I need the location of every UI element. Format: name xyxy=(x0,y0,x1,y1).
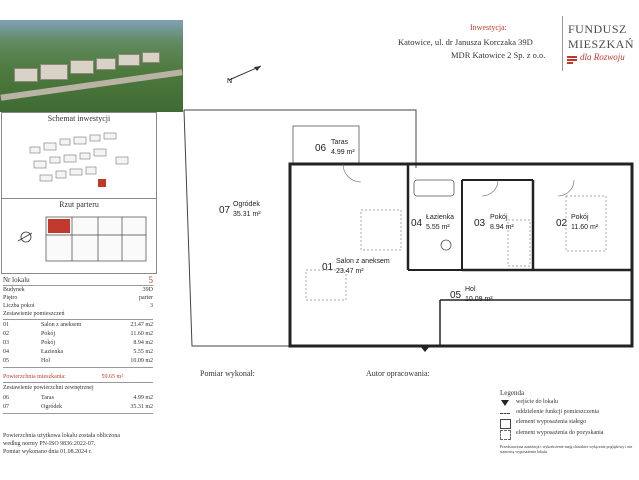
legend-note: Przedstawiona aranżacja i wykończenie mają charakter wyłącznie poglądowy i nie stanowią wyposażenia lokalu. xyxy=(500,444,633,454)
room-name: Pokój xyxy=(571,214,589,221)
room-area: 8.94 m² xyxy=(490,224,514,231)
legend-entrance: wejście do lokalu xyxy=(516,399,558,405)
building-label: Budynek xyxy=(3,287,25,293)
building-value: 39D xyxy=(142,287,153,293)
room-name: Hol xyxy=(465,286,476,293)
north-arrow-icon xyxy=(225,62,265,89)
room-number: 05 xyxy=(450,290,462,301)
scheme-map xyxy=(20,127,140,195)
author-label: Autor opracowania: xyxy=(366,369,430,378)
note-line-3: Pomiar wykonano dnia 01.08.2024 r. xyxy=(3,449,92,455)
fixed-equipment-icon xyxy=(500,419,511,429)
room-number: 04 xyxy=(411,218,423,229)
room-name: Salon z aneksem xyxy=(336,258,390,265)
rooms-section-title: Zestawienie pomieszczeń xyxy=(3,311,65,317)
ground-floor-map xyxy=(12,211,152,271)
rooms-count-label: Liczba pokoi xyxy=(3,303,35,309)
legend-optional: element wyposażenia do pozyskania xyxy=(516,430,604,436)
unit-value: 5 xyxy=(148,275,153,285)
outer-section-title: Zestawienie powierzchni zewnętrznej xyxy=(3,385,94,391)
svg-text:N: N xyxy=(227,78,233,84)
room-area: 35.31 m² xyxy=(233,211,261,218)
legend-fixed: element wyposażenia stałego xyxy=(516,419,586,425)
room-area: 5.55 m² xyxy=(426,224,450,231)
brand-mieszkan: MIESZKAŃ xyxy=(568,37,634,51)
aerial-photo xyxy=(0,20,183,112)
optional-equipment-icon xyxy=(500,430,511,440)
room-number: 06 xyxy=(315,143,327,154)
brand-dla-rozwoju: dla Rozwoju xyxy=(580,52,625,62)
room-name: Taras xyxy=(331,139,349,146)
room-number: 07 xyxy=(219,205,231,216)
room-name: Ogródek xyxy=(233,201,260,208)
header-divider xyxy=(562,16,563,71)
brand-logo-icon xyxy=(566,52,578,62)
scheme-title: Schemat inwestycji xyxy=(47,114,111,123)
room-number: 01 xyxy=(322,262,334,273)
floor-value: parter xyxy=(139,295,153,301)
unit-info: Nr lokalu 5 Budynek 39D Piętro parter Liczba pokoi 3 Zestawienie pomieszczeń 01 Salon z aneksem 23.47 m2 02 Pokój 11.60 m2 03 Pokój 8.94 m2 04 Łazienka 5.55 m2 05 Hol 10.09 m2 Powierzchnia mieszkania: 59.65 m² Zestawienie powierzchni zewnętrznej 06 Taras 4.99 m2 07 Ogródek 35.31 m2 Powierzchnia użytkowa lokalu została obliczona według normy PN-ISO 9836:2022-07. Pomiar wykonano dnia 01.08.2024 r. xyxy=(3,275,153,455)
legend-separation: oddzielenie funkcji pomieszczenia xyxy=(516,409,599,415)
scheme-panel xyxy=(1,112,157,199)
investment-label: Inwestycja: xyxy=(470,23,507,32)
ground-floor-panel xyxy=(1,198,157,274)
ground-floor-title: Rzut parteru xyxy=(59,200,99,209)
floor-label: Piętro xyxy=(3,295,18,301)
usable-area-label: Powierzchnia mieszkania: xyxy=(3,374,66,380)
brand-fundusz: FUNDUSZ xyxy=(568,22,627,36)
note-line-2: według normy PN-ISO 9836:2022-07. xyxy=(3,441,96,447)
room-area: 11.60 m² xyxy=(571,224,599,231)
note-line-1: Powierzchnia użytkowa lokalu została obliczona xyxy=(3,433,120,439)
room-name: Łazienka xyxy=(426,214,455,221)
room-area: 4.99 m² xyxy=(331,149,355,156)
usable-area-value: 59.65 m² xyxy=(101,374,123,380)
rooms-count-value: 3 xyxy=(150,303,153,309)
room-area: 10.09 m² xyxy=(465,296,493,303)
entrance-arrow-icon xyxy=(500,399,510,407)
separation-line-icon xyxy=(500,413,510,415)
company: MDR Katowice 2 Sp. z o.o. xyxy=(451,50,546,60)
address: Katowice, ul. dr Janusza Korczaka 39D xyxy=(398,37,533,47)
room-name: Pokój xyxy=(490,214,508,221)
measured-by-label: Pomiar wykonał: xyxy=(200,369,255,378)
legend-title: Legenda xyxy=(500,389,525,397)
room-number: 02 xyxy=(556,218,568,229)
room-area: 23.47 m² xyxy=(336,268,364,275)
room-number: 03 xyxy=(474,218,486,229)
unit-label: Nr lokalu xyxy=(3,276,30,284)
floor-plan xyxy=(178,100,639,360)
